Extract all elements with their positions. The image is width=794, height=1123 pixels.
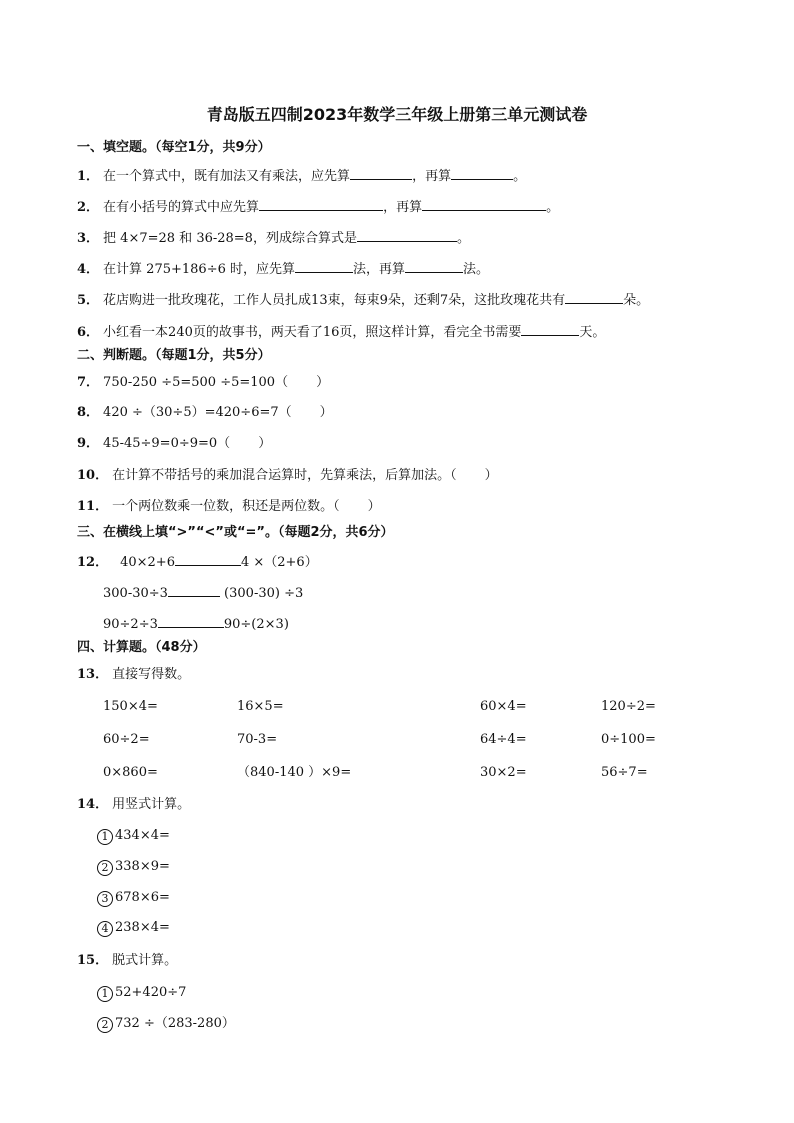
question-number: 1． <box>77 169 100 184</box>
section-heading-compare: 三、在横线上填“>”“<”或“=”。（每题2分，共6分） <box>77 525 394 540</box>
compare-blank[interactable] <box>175 553 241 566</box>
step-calc-item-2 <box>97 1016 235 1033</box>
question-text: 在一个算式中，既有加法又有乘法，应先算 <box>103 169 351 184</box>
oral-calc-item: 16×5= <box>237 699 284 714</box>
question-text: 。 <box>546 200 560 215</box>
question-text: ） <box>367 499 381 514</box>
circled-number: 2 <box>97 1017 113 1033</box>
question-text: 420 ÷（30÷5）=420÷6=7（ <box>103 405 292 420</box>
question-number: 7． <box>77 375 100 390</box>
expression-left: 300-30÷3 <box>103 586 168 601</box>
question-6 <box>77 323 605 341</box>
question-number: 10． <box>77 468 109 483</box>
question-number: 5． <box>77 293 100 308</box>
question-text: 朵。 <box>623 293 650 308</box>
oral-calc-item: 120÷2= <box>601 699 656 714</box>
section-heading-fill-blank: 一、填空题。（每空1分，共9分） <box>77 140 271 155</box>
expression: 52+420÷7 <box>115 985 187 1000</box>
circled-number: 3 <box>97 891 113 907</box>
question-1 <box>77 167 526 185</box>
question-text: 一个两位数乘一位数，积还是两位数。（ <box>112 499 340 514</box>
question-text: 45-45÷9=0÷9=0（ <box>103 436 231 451</box>
oral-calc-item: 30×2= <box>480 765 527 780</box>
expression: 732 ÷（283-280） <box>115 1016 235 1031</box>
question-text: 750-250 ÷5=500 ÷5=100（ <box>103 375 289 390</box>
question-number: 3． <box>77 231 100 246</box>
question-number: 15． <box>77 953 109 968</box>
question-text: ，再算 <box>383 200 423 215</box>
question-text: 花店购进一批玫瑰花，工作人员扎成13束，每束9朵，还剩7朵，这批玫瑰花共有 <box>103 293 566 308</box>
expression: 338×9= <box>115 859 170 874</box>
oral-calc-item: 150×4= <box>103 699 158 714</box>
question-4 <box>77 260 489 278</box>
expression-right: 90÷(2×3) <box>223 617 289 632</box>
question-text: 脱式计算。 <box>112 953 178 968</box>
oral-calc-item: （840-140 ）×9= <box>237 765 352 780</box>
expression: 678×6= <box>115 890 170 905</box>
question-number: 8． <box>77 405 100 420</box>
question-text: 法。 <box>463 262 490 277</box>
question-13 <box>77 667 190 683</box>
question-9 <box>77 436 271 452</box>
question-text: ） <box>258 436 272 451</box>
expression-left: 40×2+6 <box>120 555 175 570</box>
question-number: 9． <box>77 436 100 451</box>
question-7 <box>77 375 329 391</box>
question-5 <box>77 291 649 309</box>
vertical-calc-item-3 <box>97 890 170 907</box>
question-11 <box>77 499 381 515</box>
expression-right: (300-30) ÷3 <box>219 586 304 601</box>
question-8 <box>77 405 333 421</box>
section-heading-calculation: 四、计算题。（48分） <box>77 640 206 655</box>
question-number: 14． <box>77 797 109 812</box>
oral-calc-item: 56÷7= <box>601 765 648 780</box>
question-text: 把 4×7=28 和 36-28=8，列成综合算式是 <box>103 231 357 246</box>
oral-calc-item: 0×860= <box>103 765 158 780</box>
section-heading-true-false: 二、判断题。（每题1分，共5分） <box>77 348 271 363</box>
question-text: 用竖式计算。 <box>112 797 191 812</box>
question-text: 天。 <box>579 325 606 340</box>
question-number: 13． <box>77 667 109 682</box>
question-text: 在有小括号的算式中应先算 <box>103 200 260 215</box>
oral-calc-item: 0÷100= <box>601 732 656 747</box>
answer-blank[interactable] <box>565 291 623 304</box>
question-3 <box>77 229 470 247</box>
oral-calc-item: 60×4= <box>480 699 527 714</box>
question-12-line-2 <box>103 584 303 602</box>
answer-blank[interactable] <box>295 260 353 273</box>
question-number: 11． <box>77 499 109 514</box>
expression: 434×4= <box>115 828 170 843</box>
circled-number: 1 <box>97 986 113 1002</box>
expression-left: 90÷2÷3 <box>103 617 158 632</box>
question-12-line-1 <box>77 553 318 571</box>
answer-blank[interactable] <box>350 167 412 180</box>
answer-blank[interactable] <box>422 198 546 211</box>
oral-calc-item: 60÷2= <box>103 732 150 747</box>
vertical-calc-item-1 <box>97 828 170 845</box>
answer-blank[interactable] <box>357 229 457 242</box>
question-number: 6． <box>77 325 100 340</box>
oral-calc-item: 64÷4= <box>480 732 527 747</box>
question-text: 直接写得数。 <box>112 667 191 682</box>
question-text: ，再算 <box>412 169 452 184</box>
compare-blank[interactable] <box>168 584 220 597</box>
question-text: 。 <box>513 169 527 184</box>
question-10 <box>77 468 498 484</box>
step-calc-item-1 <box>97 985 186 1002</box>
circled-number: 2 <box>97 860 113 876</box>
question-text: ） <box>319 405 333 420</box>
question-text: 在计算不带括号的乘加混合运算时，先算乘法，后算加法。（ <box>112 468 457 483</box>
circled-number: 4 <box>97 921 113 937</box>
question-text: 法，再算 <box>353 262 406 277</box>
answer-blank[interactable] <box>259 198 383 211</box>
question-14 <box>77 797 190 813</box>
oral-calc-item: 70-3= <box>237 732 278 747</box>
question-2 <box>77 198 559 216</box>
expression-right: 4 ×（2+6） <box>240 555 318 570</box>
vertical-calc-item-2 <box>97 859 170 876</box>
question-text: 小红看一本240页的故事书，两天看了16页，照这样计算，看完全书需要 <box>103 325 522 340</box>
question-text: 。 <box>456 231 470 246</box>
circled-number: 1 <box>97 829 113 845</box>
answer-blank[interactable] <box>451 167 513 180</box>
answer-blank[interactable] <box>521 323 579 336</box>
question-text: ） <box>484 468 498 483</box>
question-text: 在计算 275+186÷6 时，应先算 <box>103 262 295 277</box>
compare-blank[interactable] <box>158 615 224 628</box>
expression: 238×4= <box>115 920 170 935</box>
question-15 <box>77 953 177 969</box>
question-number: 4． <box>77 262 100 277</box>
question-number: 2． <box>77 200 100 215</box>
answer-blank[interactable] <box>405 260 463 273</box>
vertical-calc-item-4 <box>97 920 170 937</box>
question-text: ） <box>316 375 330 390</box>
question-number: 12． <box>77 555 109 570</box>
page-title: 青岛版五四制2023年数学三年级上册第三单元测试卷 <box>206 105 588 124</box>
question-12-line-3 <box>103 615 289 633</box>
